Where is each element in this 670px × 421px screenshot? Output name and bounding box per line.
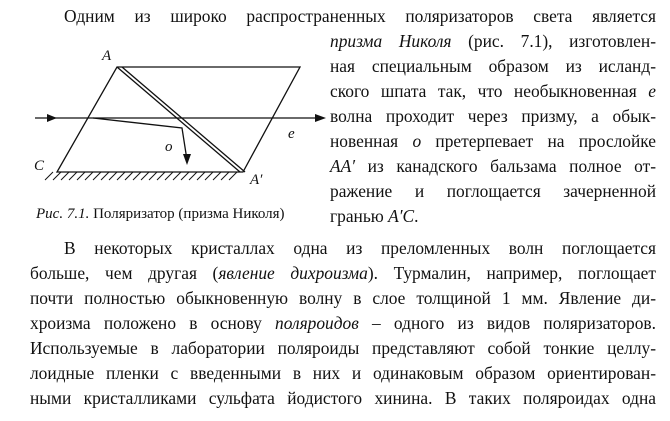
para2-line-6: лоидные пленки с введенными в них и одинаковым образом ориентирован-	[30, 363, 656, 383]
balsam-layer-line-2	[122, 67, 245, 172]
para1-line-5: волна проходит через призму, а обык-	[330, 106, 656, 126]
para2-line-1: В некоторых кристаллах одна из преломленных волн поглощается	[64, 238, 656, 258]
para2-line-7: ными кристалликами сульфата йодистого хинина. В таких поляроидах одна	[30, 388, 656, 408]
label-A: A	[102, 48, 112, 64]
label-A-prime: A′	[250, 172, 263, 188]
label-C: C	[34, 158, 45, 174]
para1-line-6: новенная o претерпевает на прослойке	[330, 131, 656, 151]
ordinary-ray	[93, 118, 187, 160]
label-e: e	[288, 126, 295, 142]
label-o: o	[165, 139, 173, 155]
para1-line-9: гранью A′C.	[330, 206, 419, 226]
para1-line-8: ражение и поглощается зачерненной	[330, 181, 656, 201]
incident-arrowhead	[47, 114, 57, 122]
para2-line-4: хроизма положено в основу поляроидов – одного из видов поляризаторов.	[30, 313, 656, 333]
para1-line-2: призма Николя (рис. 7.1), изготовлен-	[330, 31, 657, 51]
para1-line-4: ского шпата так, что необыкновенная e	[330, 81, 656, 101]
extraordinary-ray-arrowhead	[315, 114, 326, 122]
balsam-layer-line-1	[117, 67, 240, 172]
para2-line-2: больше, чем другая (явление дихроизма). Турмалин, например, поглощает	[30, 263, 656, 283]
figure-caption: Рис. 7.1. Поляризатор (призма Николя)	[36, 206, 285, 222]
blackened-face-hatching	[45, 172, 237, 180]
ordinary-ray-arrowhead	[183, 154, 191, 165]
para1-line-1: Одним из широко распространенных поляризаторов света является	[64, 6, 656, 26]
para2-line-3: почти полностью обыкновенную волну в слое толщиной 1 мм. Явление ди-	[30, 288, 656, 308]
para1-line-7: AA′ из канадского бальзама полное от-	[330, 156, 656, 176]
para2-line-5: Используемые в лаборатории поляроиды представляют собой тонкие целлу-	[30, 338, 656, 358]
para1-line-3: ная специальным образом из исланд-	[330, 56, 656, 76]
